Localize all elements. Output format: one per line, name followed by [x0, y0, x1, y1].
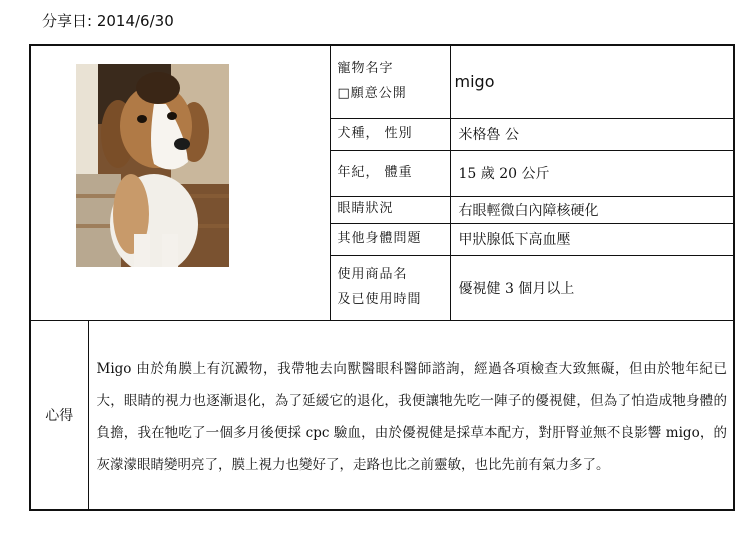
- photo-cell: [30, 45, 330, 320]
- other-health-label: 其他身體問題: [330, 223, 450, 255]
- product-usage-label-line2: 及已使用時間: [337, 291, 422, 307]
- breed-gender-value: 米格魯 公: [450, 118, 734, 150]
- eye-status-label: 眼睛狀況: [330, 196, 450, 223]
- breed-gender-label: 犬種， 性別: [330, 118, 450, 150]
- share-date: 分享日: 2014/6/30: [42, 12, 174, 30]
- pet-name-row: [30, 45, 734, 118]
- pet-info-card: [29, 44, 735, 511]
- age-weight-value: 15 歲 20 公斤: [450, 150, 734, 196]
- pet-name-label: 寵物名字: [337, 61, 394, 77]
- public-consent-checkbox[interactable]: □願意公開: [337, 85, 407, 101]
- eye-status-value: 右眼輕微白內障核硬化: [450, 196, 734, 223]
- age-weight-label: 年紀， 體重: [330, 150, 450, 196]
- notes-text: Migo 由於角膜上有沉澱物，我帶牠去向獸醫眼科醫師諮詢，經過各項檢查大致無礙，但由於牠年紀已大，眼睛的視力也逐漸退化，為了延緩它的退化，我便讓牠先吃一陣子的優視健，但為了怕造成牠身體的負擔，我在牠吃了一個多月後便採 cpc 驗血，由於優視健是採草本配方，對肝腎並無不良影響 migo，的灰濛濛眼睛變明亮了，膜上視力也變好了，走路也比之前靈敏，也比先前有氣力多了。: [88, 320, 734, 510]
- pet-name-value: migo: [450, 45, 734, 118]
- notes-row: [30, 320, 734, 510]
- product-usage-label-cell: [330, 255, 450, 320]
- other-health-value: 甲狀腺低下高血壓: [450, 223, 734, 255]
- pet-name-label-cell: [330, 45, 450, 118]
- product-usage-value: 優視健 3 個月以上: [450, 255, 734, 320]
- notes-label: 心得: [30, 320, 88, 510]
- beagle-dog-photo-icon: [76, 64, 229, 267]
- product-usage-label-line1: 使用商品名: [337, 266, 408, 282]
